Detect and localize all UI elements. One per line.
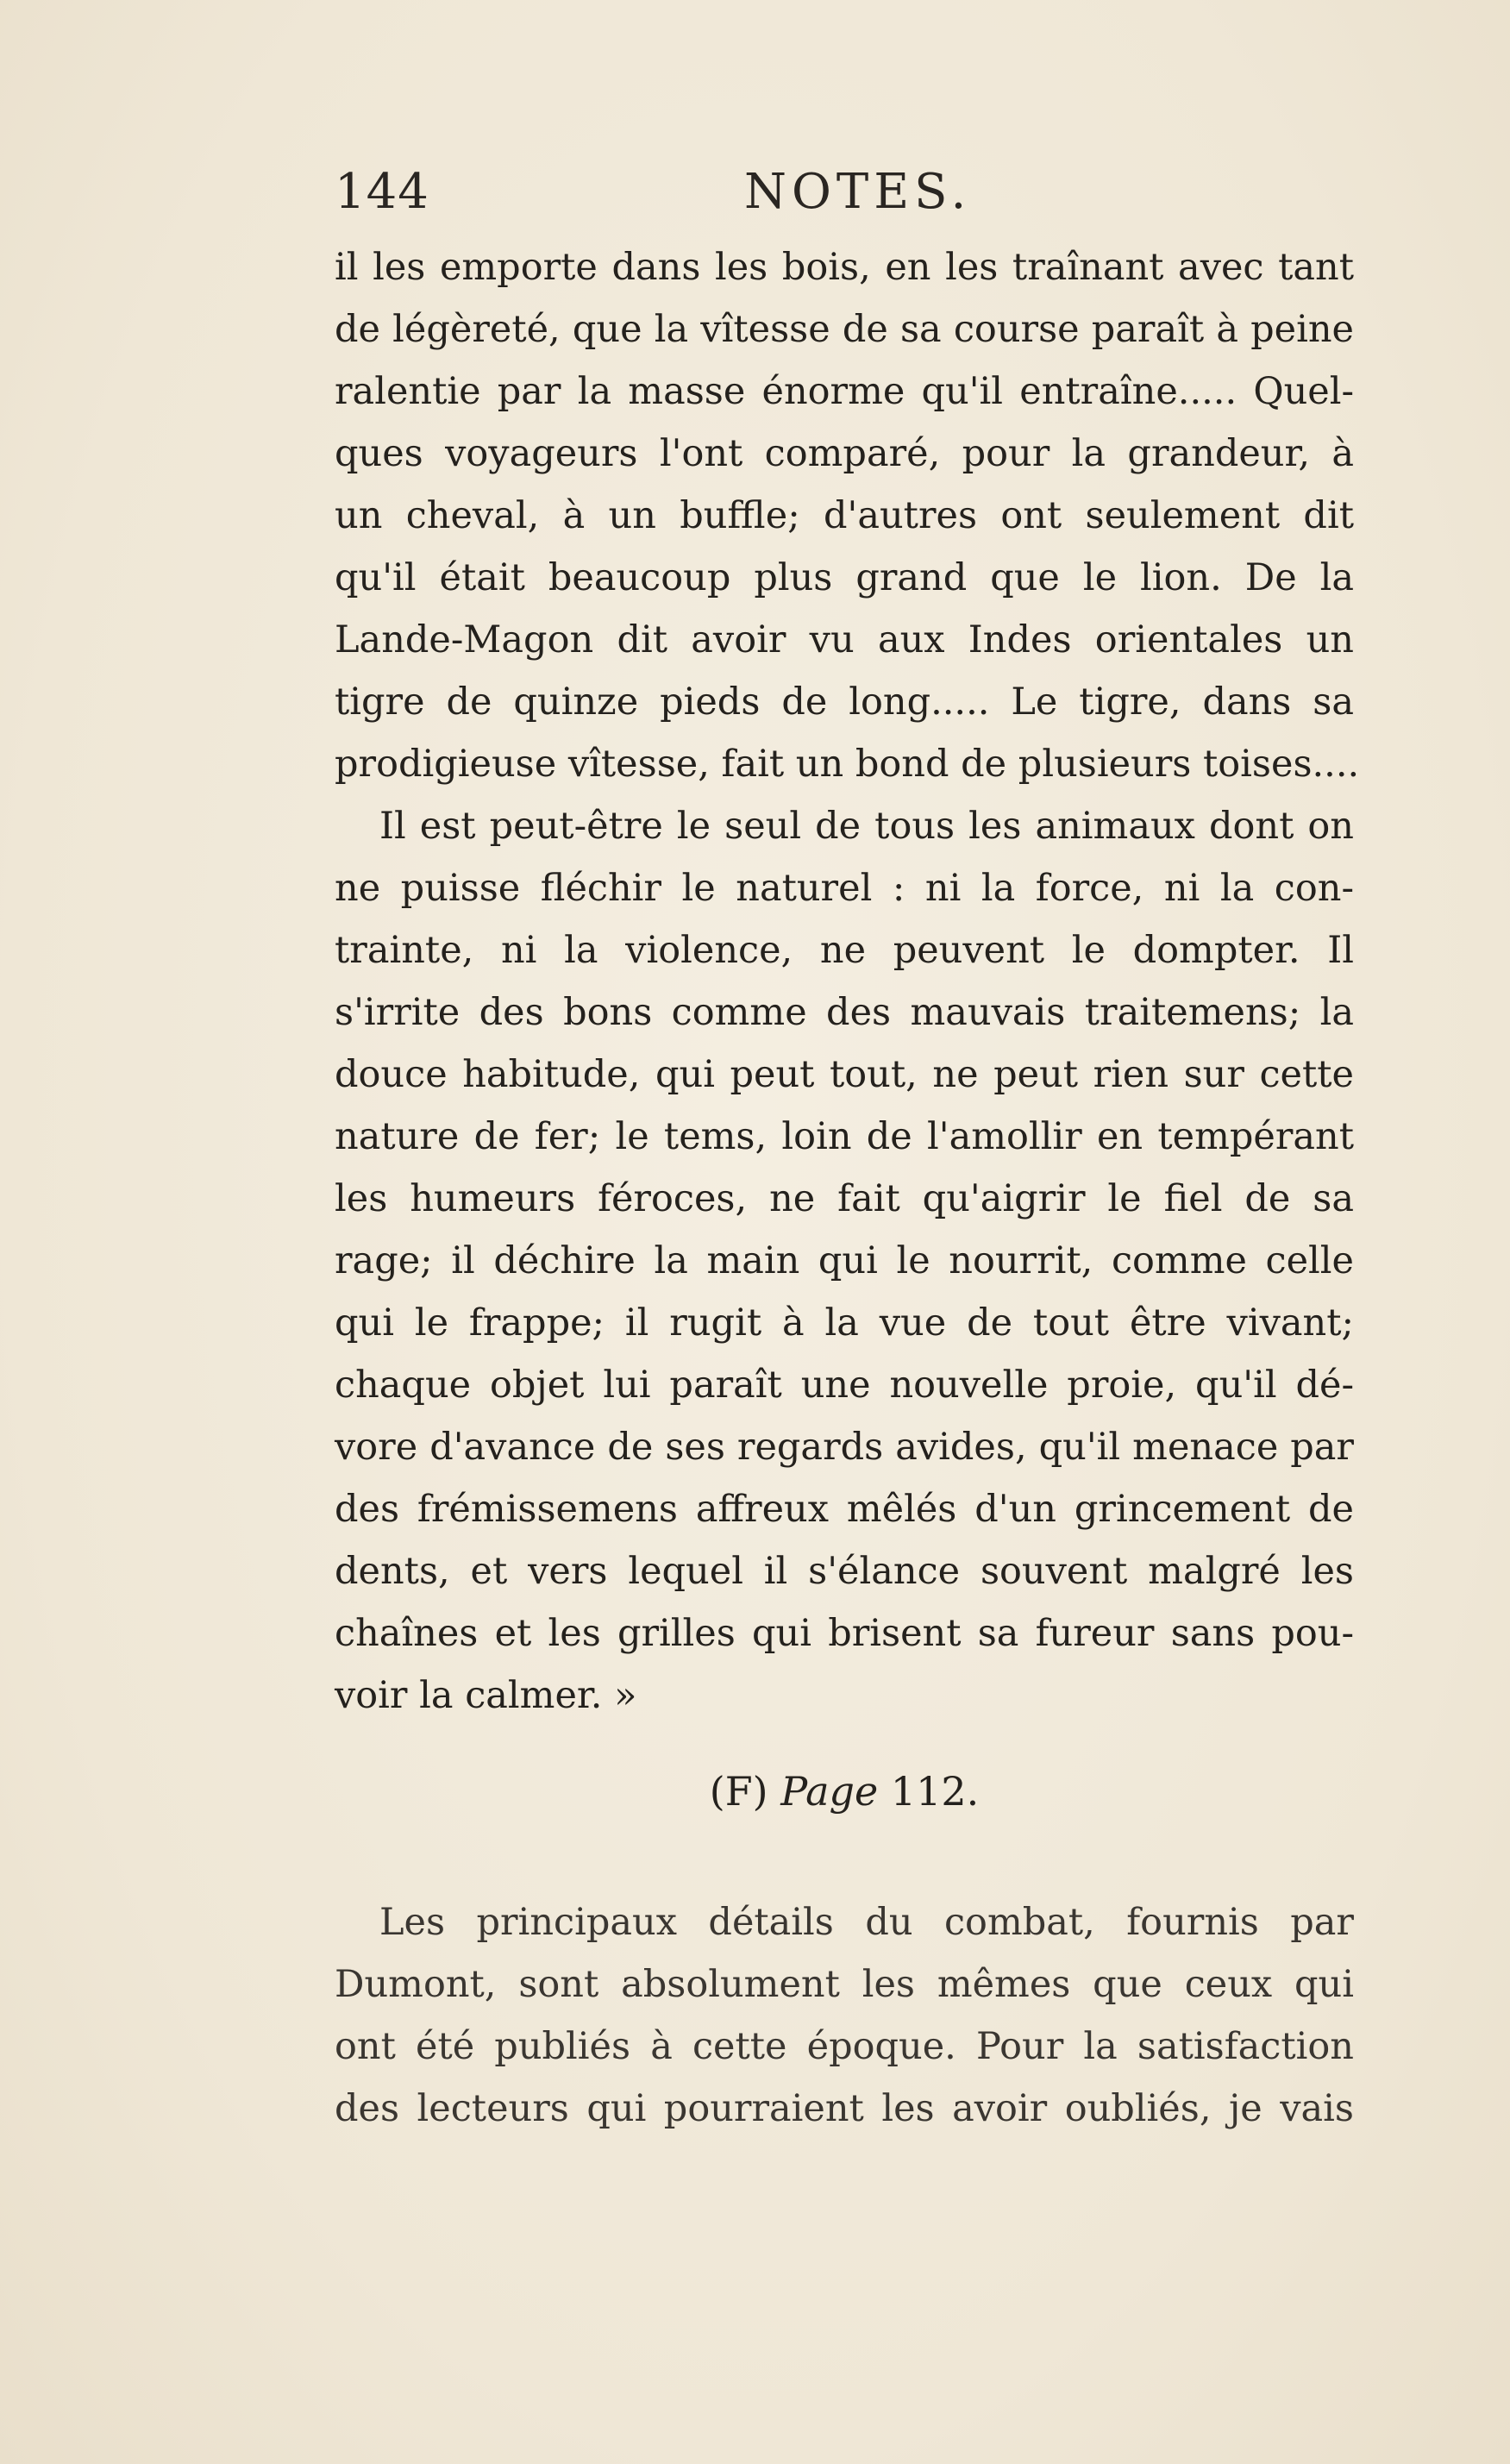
page-number: 144 (335, 164, 429, 220)
text-line: un cheval, à un buffle; d'autres ont seulement dit (335, 494, 1354, 537)
running-head: NOTES. (744, 164, 972, 220)
text-line: dents, et vers lequel il s'élance souvent malgré les (335, 1550, 1354, 1593)
text-line: qui le frappe; il rugit à la vue de tout être vivant; (335, 1301, 1354, 1345)
text-line: ralentie par la masse énorme qu'il entraîne..... Quel- (335, 370, 1354, 413)
page-header (335, 164, 1354, 224)
text-line: des frémissemens affreux mêlés d'un grincement de (335, 1488, 1354, 1531)
text-line: Il est peut-être le seul de tous les animaux dont on (379, 805, 1354, 848)
text-line: chaînes et les grilles qui brisent sa fureur sans pou- (335, 1612, 1354, 1655)
note-page-word: Page (780, 1768, 879, 1815)
text-line: ques voyageurs l'ont comparé, pour la grandeur, à (335, 432, 1354, 475)
text-line: voir la calmer. » (335, 1674, 637, 1717)
text-line: s'irrite des bons comme des mauvais traitemens; la (335, 991, 1354, 1034)
text-line: les humeurs féroces, ne fait qu'aigrir le fiel de sa (335, 1177, 1354, 1220)
text-line: Lande-Magon dit avoir vu aux Indes orientales un (335, 618, 1354, 661)
note-text-line: Les principaux détails du combat, fournis par (379, 1901, 1354, 1944)
text-line: il les emporte dans les bois, en les traînant avec tant (335, 246, 1354, 289)
note-text-line: des lecteurs qui pourraient les avoir oubliés, je vais (335, 2087, 1354, 2130)
text-line: qu'il était beaucoup plus grand que le lion. De la (335, 556, 1354, 599)
text-line: nature de fer; le tems, loin de l'amollir en tempérant (335, 1115, 1354, 1158)
note-text-line: ont été publiés à cette époque. Pour la satisfaction (335, 2025, 1354, 2068)
text-line: ne puisse fléchir le naturel : ni la force, ni la con- (335, 867, 1354, 910)
text-line: rage; il déchire la main qui le nourrit, comme celle (335, 1239, 1354, 1282)
text-line: trainte, ni la violence, ne peuvent le dompter. Il (335, 929, 1354, 972)
text-line: vore d'avance de ses regards avides, qu'il menace par (335, 1426, 1354, 1469)
note-text-block (335, 1891, 1354, 2140)
note-text-line: Dumont, sont absolument les mêmes que ceux qui (335, 1963, 1354, 2006)
note-label: (F) (709, 1768, 768, 1815)
text-line: prodigieuse vîtesse, fait un bond de plusieurs toises.... (335, 743, 1360, 786)
text-line: chaque objet lui paraît une nouvelle proie, qu'il dé- (335, 1364, 1354, 1407)
note-heading (335, 1768, 1354, 1815)
text-line: douce habitude, qui peut tout, ne peut rien sur cette (335, 1053, 1354, 1096)
main-text-block (335, 236, 1360, 1727)
text-line: de légèreté, que la vîtesse de sa course paraît à peine (335, 308, 1354, 351)
note-page-ref: 112. (890, 1768, 980, 1815)
text-line: tigre de quinze pieds de long..... Le tigre, dans sa (335, 680, 1354, 724)
